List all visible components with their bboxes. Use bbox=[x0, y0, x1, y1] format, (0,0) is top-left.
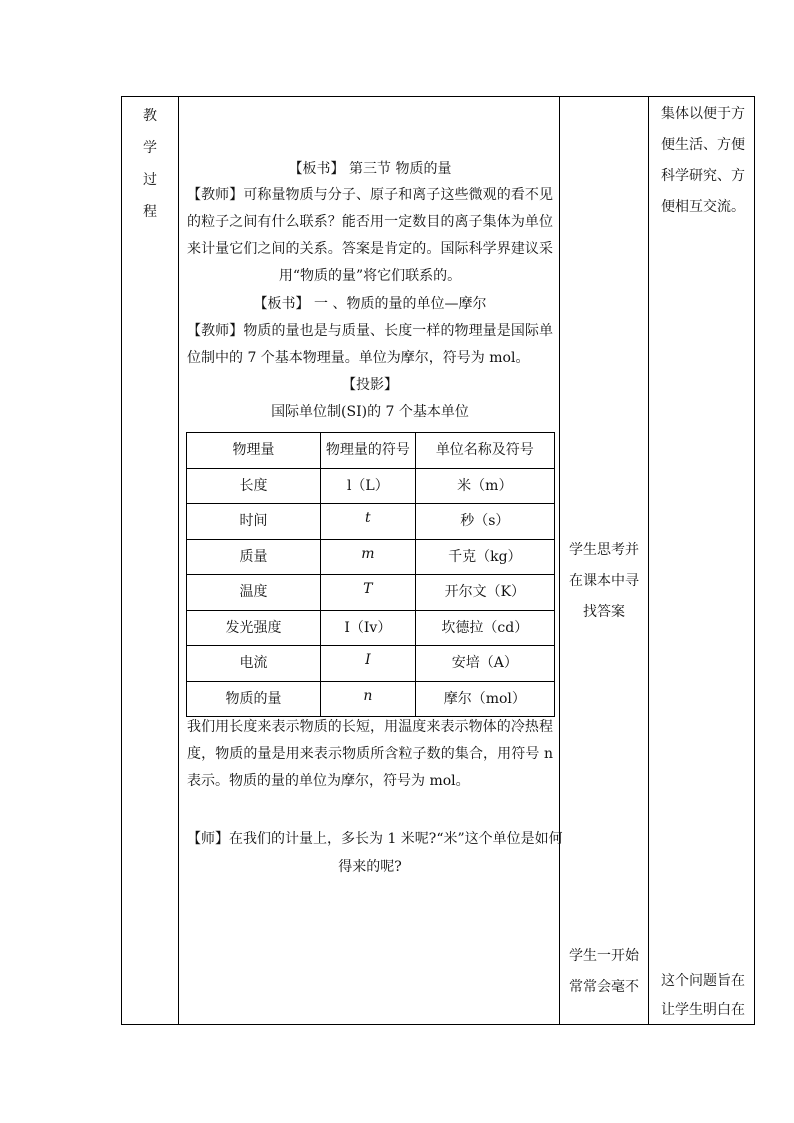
teacher-text-line: 来计量它们之间的关系。答案是肯定的。国际科学界建议采 bbox=[187, 241, 553, 257]
quantity-cell: 电流 bbox=[187, 646, 321, 682]
section-label-char: 学 bbox=[143, 140, 157, 156]
quantity-cell: 质量 bbox=[187, 539, 321, 575]
design-notes-column bbox=[649, 97, 755, 1024]
table-row bbox=[187, 646, 555, 682]
unit-cell: 摩尔（mol） bbox=[415, 681, 554, 717]
student-activity-line: 常常会毫不 bbox=[569, 979, 639, 995]
section-label-char: 过 bbox=[143, 172, 157, 188]
quantity-cell: 物质的量 bbox=[187, 681, 321, 717]
student-activity-line: 学生一开始 bbox=[569, 948, 639, 964]
table-row bbox=[187, 504, 555, 540]
unit-cell: 千克（kg） bbox=[415, 539, 554, 575]
table-row bbox=[187, 610, 555, 646]
symbol-cell: t bbox=[321, 504, 416, 540]
student-activity-line: 找答案 bbox=[583, 604, 625, 620]
question-line: 得来的呢? bbox=[338, 859, 402, 875]
student-activity-line: 学生思考并 bbox=[569, 542, 639, 558]
unit-cell: 秒（s） bbox=[415, 504, 554, 540]
quantity-cell: 温度 bbox=[187, 575, 321, 611]
symbol-cell: I（Iv） bbox=[321, 610, 416, 646]
symbol-cell: I bbox=[321, 646, 416, 682]
quantity-cell: 长度 bbox=[187, 468, 321, 504]
student-activity-line: 在课本中寻 bbox=[569, 573, 639, 589]
board-subtitle: 【板书】 一 、物质的量的单位—摩尔 bbox=[253, 296, 487, 312]
board-title: 【板书】 第三节 物质的量 bbox=[288, 161, 452, 177]
design-note-line: 科学研究、方 bbox=[661, 168, 745, 184]
table-row bbox=[187, 468, 555, 504]
design-note-line: 便生活、方便 bbox=[661, 137, 745, 153]
quantity-cell: 发光强度 bbox=[187, 610, 321, 646]
section-label-char: 教 bbox=[143, 108, 157, 124]
table-header-cell: 物理量的符号 bbox=[321, 433, 416, 469]
explanation-line: 表示。物质的量的单位为摩尔，符号为 mol。 bbox=[187, 773, 470, 789]
symbol-cell: T bbox=[321, 575, 416, 611]
question-line: 【师】在我们的计量上，多长为 1 米呢?“米”这个单位是如何 bbox=[187, 831, 563, 847]
si-table-caption: 国际单位制(SI)的 7 个基本单位 bbox=[271, 404, 469, 420]
symbol-cell: l（L） bbox=[321, 468, 416, 504]
teacher-text-line: 的粒子之间有什么联系？能否用一定数目的离子集体为单位 bbox=[187, 214, 553, 230]
design-note-line: 让学生明白在 bbox=[661, 1002, 745, 1018]
teacher-text-line: 【教师】物质的量也是与质量、长度一样的物理量是国际单 bbox=[187, 323, 553, 339]
table-header-row bbox=[187, 433, 555, 469]
unit-cell: 开尔文（K） bbox=[415, 575, 554, 611]
unit-cell: 安培（A） bbox=[415, 646, 554, 682]
table-row bbox=[187, 681, 555, 717]
student-activity-column bbox=[560, 97, 648, 1024]
design-note-line: 这个问题旨在 bbox=[661, 973, 745, 989]
design-note-line: 集体以便于方 bbox=[661, 106, 745, 122]
symbol-cell: n bbox=[321, 681, 416, 717]
teacher-text-line: 用“物质的量”将它们联系的。 bbox=[278, 268, 462, 284]
explanation-line: 我们用长度来表示物质的长短，用温度来表示物体的冷热程 bbox=[187, 719, 553, 735]
lesson-plan-table bbox=[121, 96, 755, 1025]
table-header-cell: 单位名称及符号 bbox=[415, 433, 554, 469]
explanation-line: 度，物质的量是用来表示物质所含粒子数的集合，用符号 n bbox=[187, 746, 553, 762]
design-note-line: 便相互交流。 bbox=[661, 199, 745, 215]
table-row bbox=[187, 575, 555, 611]
section-label-column bbox=[122, 97, 178, 1024]
si-units-table bbox=[186, 432, 555, 717]
section-label-char: 程 bbox=[143, 204, 157, 220]
quantity-cell: 时间 bbox=[187, 504, 321, 540]
unit-cell: 米（m） bbox=[415, 468, 554, 504]
table-header-cell: 物理量 bbox=[187, 433, 321, 469]
symbol-cell: m bbox=[321, 539, 416, 575]
teacher-text-line: 【教师】可称量物质与分子、原子和离子这些微观的看不见 bbox=[187, 187, 553, 203]
teacher-text-line: 位制中的 7 个基本物理量。单位为摩尔，符号为 mol。 bbox=[187, 350, 530, 366]
table-row bbox=[187, 539, 555, 575]
unit-cell: 坎德拉（cd） bbox=[415, 610, 554, 646]
projection-label: 【投影】 bbox=[342, 377, 398, 393]
